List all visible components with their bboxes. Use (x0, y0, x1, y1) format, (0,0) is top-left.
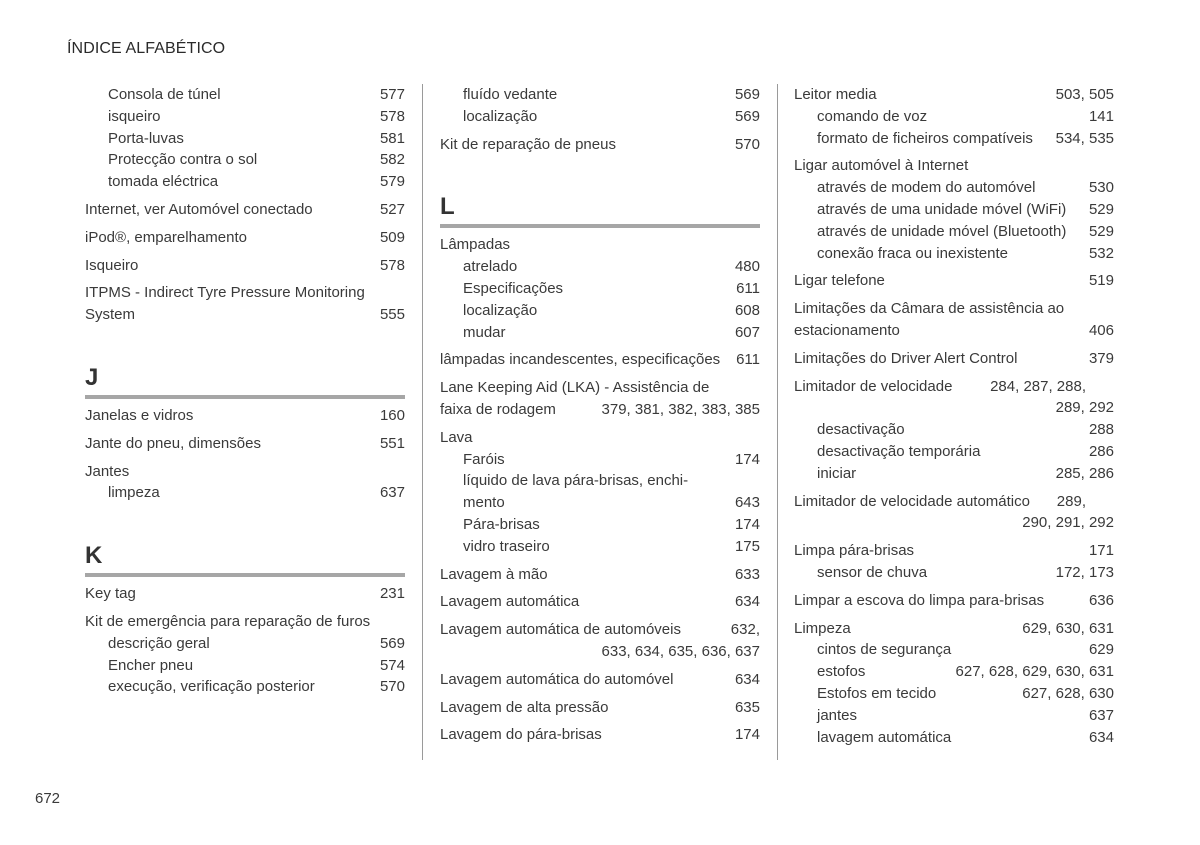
index-subentry (85, 482, 405, 504)
entry-page-ref: 574 (374, 655, 405, 677)
section-letter-heading: J (85, 363, 99, 391)
entry-label: Faróis (463, 450, 505, 468)
entry-page-ref: 172, 173 (1050, 562, 1114, 584)
entry-page-ref: 289, 292 (1050, 397, 1114, 419)
entry-label: Consola de túnel (108, 86, 221, 103)
entry-label: sensor de chuva (817, 563, 928, 581)
entry-label: comando de voz (817, 107, 928, 125)
index-entry (440, 564, 760, 586)
index-entry (85, 405, 405, 427)
index-subentry (794, 727, 1114, 749)
entry-label: mento (463, 494, 505, 512)
entry-label: cintos de segurança (817, 641, 952, 659)
entry-page-ref: 529 (1083, 221, 1114, 243)
entry-label: conexão fraca ou inexistente (817, 244, 1008, 262)
index-entry (440, 427, 760, 449)
entry-label: descrição geral (108, 634, 210, 652)
entry-label: líquido de lava pára-brisas, enchi- (463, 472, 689, 490)
index-entry (794, 491, 1114, 513)
index-subentry (440, 514, 760, 536)
index-subentry (794, 562, 1114, 584)
entry-page-ref: 555 (374, 304, 405, 326)
entry-page-ref: 570 (729, 134, 760, 156)
entry-page-ref: 288 (1083, 419, 1114, 441)
entry-page-ref: 635 (729, 697, 760, 719)
index-entry (440, 134, 760, 156)
entry-label: Limitações do Driver Alert Control (794, 349, 1018, 367)
index-entry (440, 399, 760, 421)
index-subentry (440, 256, 760, 278)
entry-label: Pára-brisas (463, 515, 540, 533)
index-subentry (85, 676, 405, 698)
index-entry (794, 397, 1114, 419)
entry-page-ref: 608 (729, 300, 760, 322)
entry-label: Protecção contra o sol (108, 151, 258, 169)
entry-page-ref: 141 (1083, 106, 1114, 128)
index-subentry (440, 470, 760, 492)
entry-label: Porta-luvas (108, 129, 184, 147)
entry-label: Janelas e vidros (85, 406, 194, 424)
entry-page-ref: 627, 628, 630 (1016, 683, 1114, 705)
entry-label: Ligar automóvel à Internet (794, 157, 969, 175)
entry-page-ref: 634 (729, 591, 760, 613)
entry-label: Especificações (463, 279, 564, 297)
entry-label: faixa de rodagem (440, 400, 556, 418)
index-entry (440, 641, 760, 663)
entry-label: Limpeza (794, 619, 851, 637)
index-subentry (440, 278, 760, 300)
index-subentry (85, 633, 405, 655)
entry-label: Leitor media (794, 86, 877, 103)
index-subentry (794, 683, 1114, 705)
entry-page-ref: 569 (374, 633, 405, 655)
entry-label: através de unidade móvel (Bluetooth) (817, 222, 1067, 240)
entry-label: Lavagem automática do automóvel (440, 670, 674, 688)
index-entry (440, 591, 760, 613)
index-entry (794, 376, 1114, 398)
entry-label: ITPMS - Indirect Tyre Pressure Monitoring (85, 284, 365, 302)
index-entry (440, 377, 760, 399)
entry-label: estofos (817, 663, 866, 681)
entry-label: estacionamento (794, 321, 900, 339)
entry-label: através de uma unidade móvel (WiFi) (817, 200, 1067, 218)
entry-page-ref: 578 (374, 255, 405, 277)
entry-label: Limpar a escova do limpa para-brisas (794, 591, 1045, 609)
entry-page-ref: 636 (1083, 590, 1114, 612)
entry-label: Key tag (85, 585, 136, 603)
entry-label: Limitações da Câmara de assistência ao (794, 300, 1065, 318)
entry-label: desactivação (817, 421, 905, 439)
column-divider-2 (777, 84, 778, 760)
index-entry (85, 282, 405, 304)
section-letter-heading: L (440, 193, 455, 221)
entry-page-ref: 284, 287, 288, (984, 376, 1086, 398)
index-entry (85, 227, 405, 249)
entry-page-ref: 643 (729, 492, 760, 514)
index-entry (794, 512, 1114, 534)
entry-page-ref: 634 (729, 669, 760, 691)
index-subentry (794, 639, 1114, 661)
index-entry (85, 199, 405, 221)
index-subentry (440, 300, 760, 322)
entry-page-ref: 578 (374, 106, 405, 128)
index-entry (794, 540, 1114, 562)
entry-label: jantes (817, 706, 858, 724)
entry-page-ref: 379, 381, 382, 383, 385 (596, 399, 760, 421)
index-entry (440, 724, 760, 746)
entry-page-ref: 582 (374, 149, 405, 171)
letter-section (440, 193, 760, 746)
entry-page-ref: 406 (1083, 320, 1114, 342)
entry-page-ref: 629 (1083, 639, 1114, 661)
entry-page-ref: 607 (729, 322, 760, 344)
entry-page-ref: 286 (1083, 441, 1114, 463)
entry-label: iniciar (817, 464, 857, 482)
index-entry (794, 84, 1114, 106)
entry-page-ref: 579 (374, 171, 405, 193)
entry-page-ref: 633, 634, 635, 636, 637 (596, 641, 760, 663)
index-entry (794, 298, 1114, 320)
entry-label: Limitador de velocidade automático (794, 492, 1030, 510)
index-subentry (794, 128, 1114, 150)
entry-page-ref: 611 (730, 278, 760, 300)
entry-page-ref: 160 (374, 405, 405, 427)
entry-label: Lavagem de alta pressão (440, 698, 609, 716)
index-entry (85, 461, 405, 483)
index-entry (85, 611, 405, 633)
entry-label: lavagem automática (817, 728, 952, 746)
index-subentry (85, 84, 405, 106)
entry-page-ref: 530 (1083, 177, 1114, 199)
entry-page-ref: 289, (1051, 491, 1086, 513)
entry-page-ref: 174 (729, 449, 760, 471)
entry-label: Internet, ver Automóvel conectado (85, 200, 313, 218)
index-entry (794, 590, 1114, 612)
entry-label: Lane Keeping Aid (LKA) - Assistência de (440, 379, 710, 397)
entry-page-ref: 577 (374, 84, 405, 106)
index-entry (440, 234, 760, 256)
index-column-1 (85, 84, 405, 698)
index-subentry (440, 492, 760, 514)
index-subentry (440, 322, 760, 344)
section-divider-rule (85, 395, 405, 399)
index-entry (440, 619, 760, 641)
index-column-3 (794, 84, 1114, 748)
index-entry (794, 155, 1114, 177)
entry-page-ref: 480 (729, 256, 760, 278)
index-entry (794, 270, 1114, 292)
entry-label: Estofos em tecido (817, 684, 937, 702)
index-subentry (85, 655, 405, 677)
entry-page-ref: 637 (1083, 705, 1114, 727)
entry-page-ref: 581 (374, 128, 405, 150)
index-subentry (794, 243, 1114, 265)
entry-label: isqueiro (108, 107, 161, 125)
entry-page-ref: 627, 628, 629, 630, 631 (950, 661, 1114, 683)
index-subentry (85, 149, 405, 171)
index-entry (440, 697, 760, 719)
entry-page-ref: 174 (729, 724, 760, 746)
entry-page-ref: 632, (725, 619, 760, 641)
entry-label: Isqueiro (85, 256, 139, 274)
entry-page-ref: 569 (729, 84, 760, 106)
index-subentry (794, 463, 1114, 485)
index-subentry (794, 221, 1114, 243)
index-entry (794, 348, 1114, 370)
index-subentry (794, 106, 1114, 128)
entry-label: formato de ficheiros compatíveis (817, 129, 1033, 147)
entry-label: atrelado (463, 258, 518, 276)
index-entry (440, 349, 760, 371)
entry-label: Lavagem do pára-brisas (440, 726, 602, 744)
index-subentry (85, 128, 405, 150)
section-divider-rule (440, 224, 760, 228)
index-subentry (440, 106, 760, 128)
entry-page-ref: 527 (374, 199, 405, 221)
entry-page-ref: 551 (374, 433, 405, 455)
entry-label: lâmpadas incandescentes, especificações (440, 351, 721, 369)
entry-label: System (85, 306, 136, 324)
index-subentry (794, 441, 1114, 463)
entry-label: Jante do pneu, dimensões (85, 434, 261, 452)
index-subentry (85, 106, 405, 128)
entry-page-ref: 509 (374, 227, 405, 249)
column-divider-1 (422, 84, 423, 760)
entry-label: Jantes (85, 462, 130, 480)
entry-label: através de modem do automóvel (817, 179, 1036, 197)
entry-page-ref: 529 (1083, 199, 1114, 221)
index-subentry (794, 661, 1114, 683)
index-subentry (794, 199, 1114, 221)
entry-label: execução, verificação posterior (108, 678, 315, 696)
index-entry (794, 618, 1114, 640)
entry-label: Lava (440, 428, 473, 446)
entry-page-ref: 174 (729, 514, 760, 536)
entry-page-ref: 534, 535 (1050, 128, 1114, 150)
section-divider-rule (85, 573, 405, 577)
entry-label: localização (463, 107, 538, 125)
entry-label (794, 399, 798, 416)
entry-page-ref: 637 (374, 482, 405, 504)
index-entry (440, 669, 760, 691)
entry-page-ref: 171 (1083, 540, 1114, 562)
entry-page-ref: 532 (1083, 243, 1114, 265)
entry-label: Kit de emergência para reparação de furos (85, 612, 371, 630)
index-subentry (794, 177, 1114, 199)
letter-section (85, 364, 405, 504)
page-number: 672 (35, 790, 61, 807)
entry-label: Lavagem automática de automóveis (440, 621, 681, 639)
section-letter-heading: K (85, 542, 103, 570)
entry-page-ref: 569 (729, 106, 760, 128)
index-subentry (794, 705, 1114, 727)
entry-label: Lavagem automática (440, 593, 580, 611)
index-entry (85, 583, 405, 605)
entry-page-ref: 570 (374, 676, 405, 698)
index-entry (794, 320, 1114, 342)
entry-label: Limpa pára-brisas (794, 542, 915, 560)
entry-page-ref: 633 (729, 564, 760, 586)
entry-label (794, 514, 798, 531)
entry-page-ref: 611 (730, 349, 760, 371)
entry-label: mudar (463, 323, 506, 341)
index-subentry (440, 536, 760, 558)
entry-label: Encher pneu (108, 656, 194, 674)
entry-label: Kit de reparação de pneus (440, 135, 616, 153)
entry-page-ref: 519 (1083, 270, 1114, 292)
entry-page-ref: 290, 291, 292 (1016, 512, 1114, 534)
entry-label: vidro traseiro (463, 537, 550, 555)
entry-label: limpeza (108, 484, 160, 502)
entry-label: tomada eléctrica (108, 173, 219, 191)
entry-label: fluído vedante (463, 86, 558, 103)
letter-section (85, 542, 405, 698)
entry-label: desactivação temporária (817, 442, 981, 460)
entry-label: Ligar telefone (794, 272, 885, 290)
entry-page-ref: 231 (374, 583, 405, 605)
entry-page-ref: 379 (1083, 348, 1114, 370)
page-header-title: ÍNDICE ALFABÉTICO (67, 40, 226, 57)
entry-label: localização (463, 301, 538, 319)
entry-page-ref: 634 (1083, 727, 1114, 749)
entry-page-ref: 629, 630, 631 (1016, 618, 1114, 640)
entry-label: Lavagem à mão (440, 565, 548, 583)
index-entry (85, 304, 405, 326)
index-subentry (794, 419, 1114, 441)
index-column-2 (440, 84, 760, 746)
entry-label: Limitador de velocidade (794, 377, 953, 395)
index-entry (85, 255, 405, 277)
index-subentry (85, 171, 405, 193)
entry-label: Lâmpadas (440, 236, 511, 254)
index-subentry (440, 84, 760, 106)
entry-label: iPod®, emparelhamento (85, 228, 247, 246)
index-subentry (440, 449, 760, 471)
entry-page-ref: 285, 286 (1050, 463, 1114, 485)
index-entry (85, 433, 405, 455)
entry-page-ref: 175 (729, 536, 760, 558)
entry-label (440, 643, 444, 660)
entry-page-ref: 503, 505 (1050, 84, 1114, 106)
